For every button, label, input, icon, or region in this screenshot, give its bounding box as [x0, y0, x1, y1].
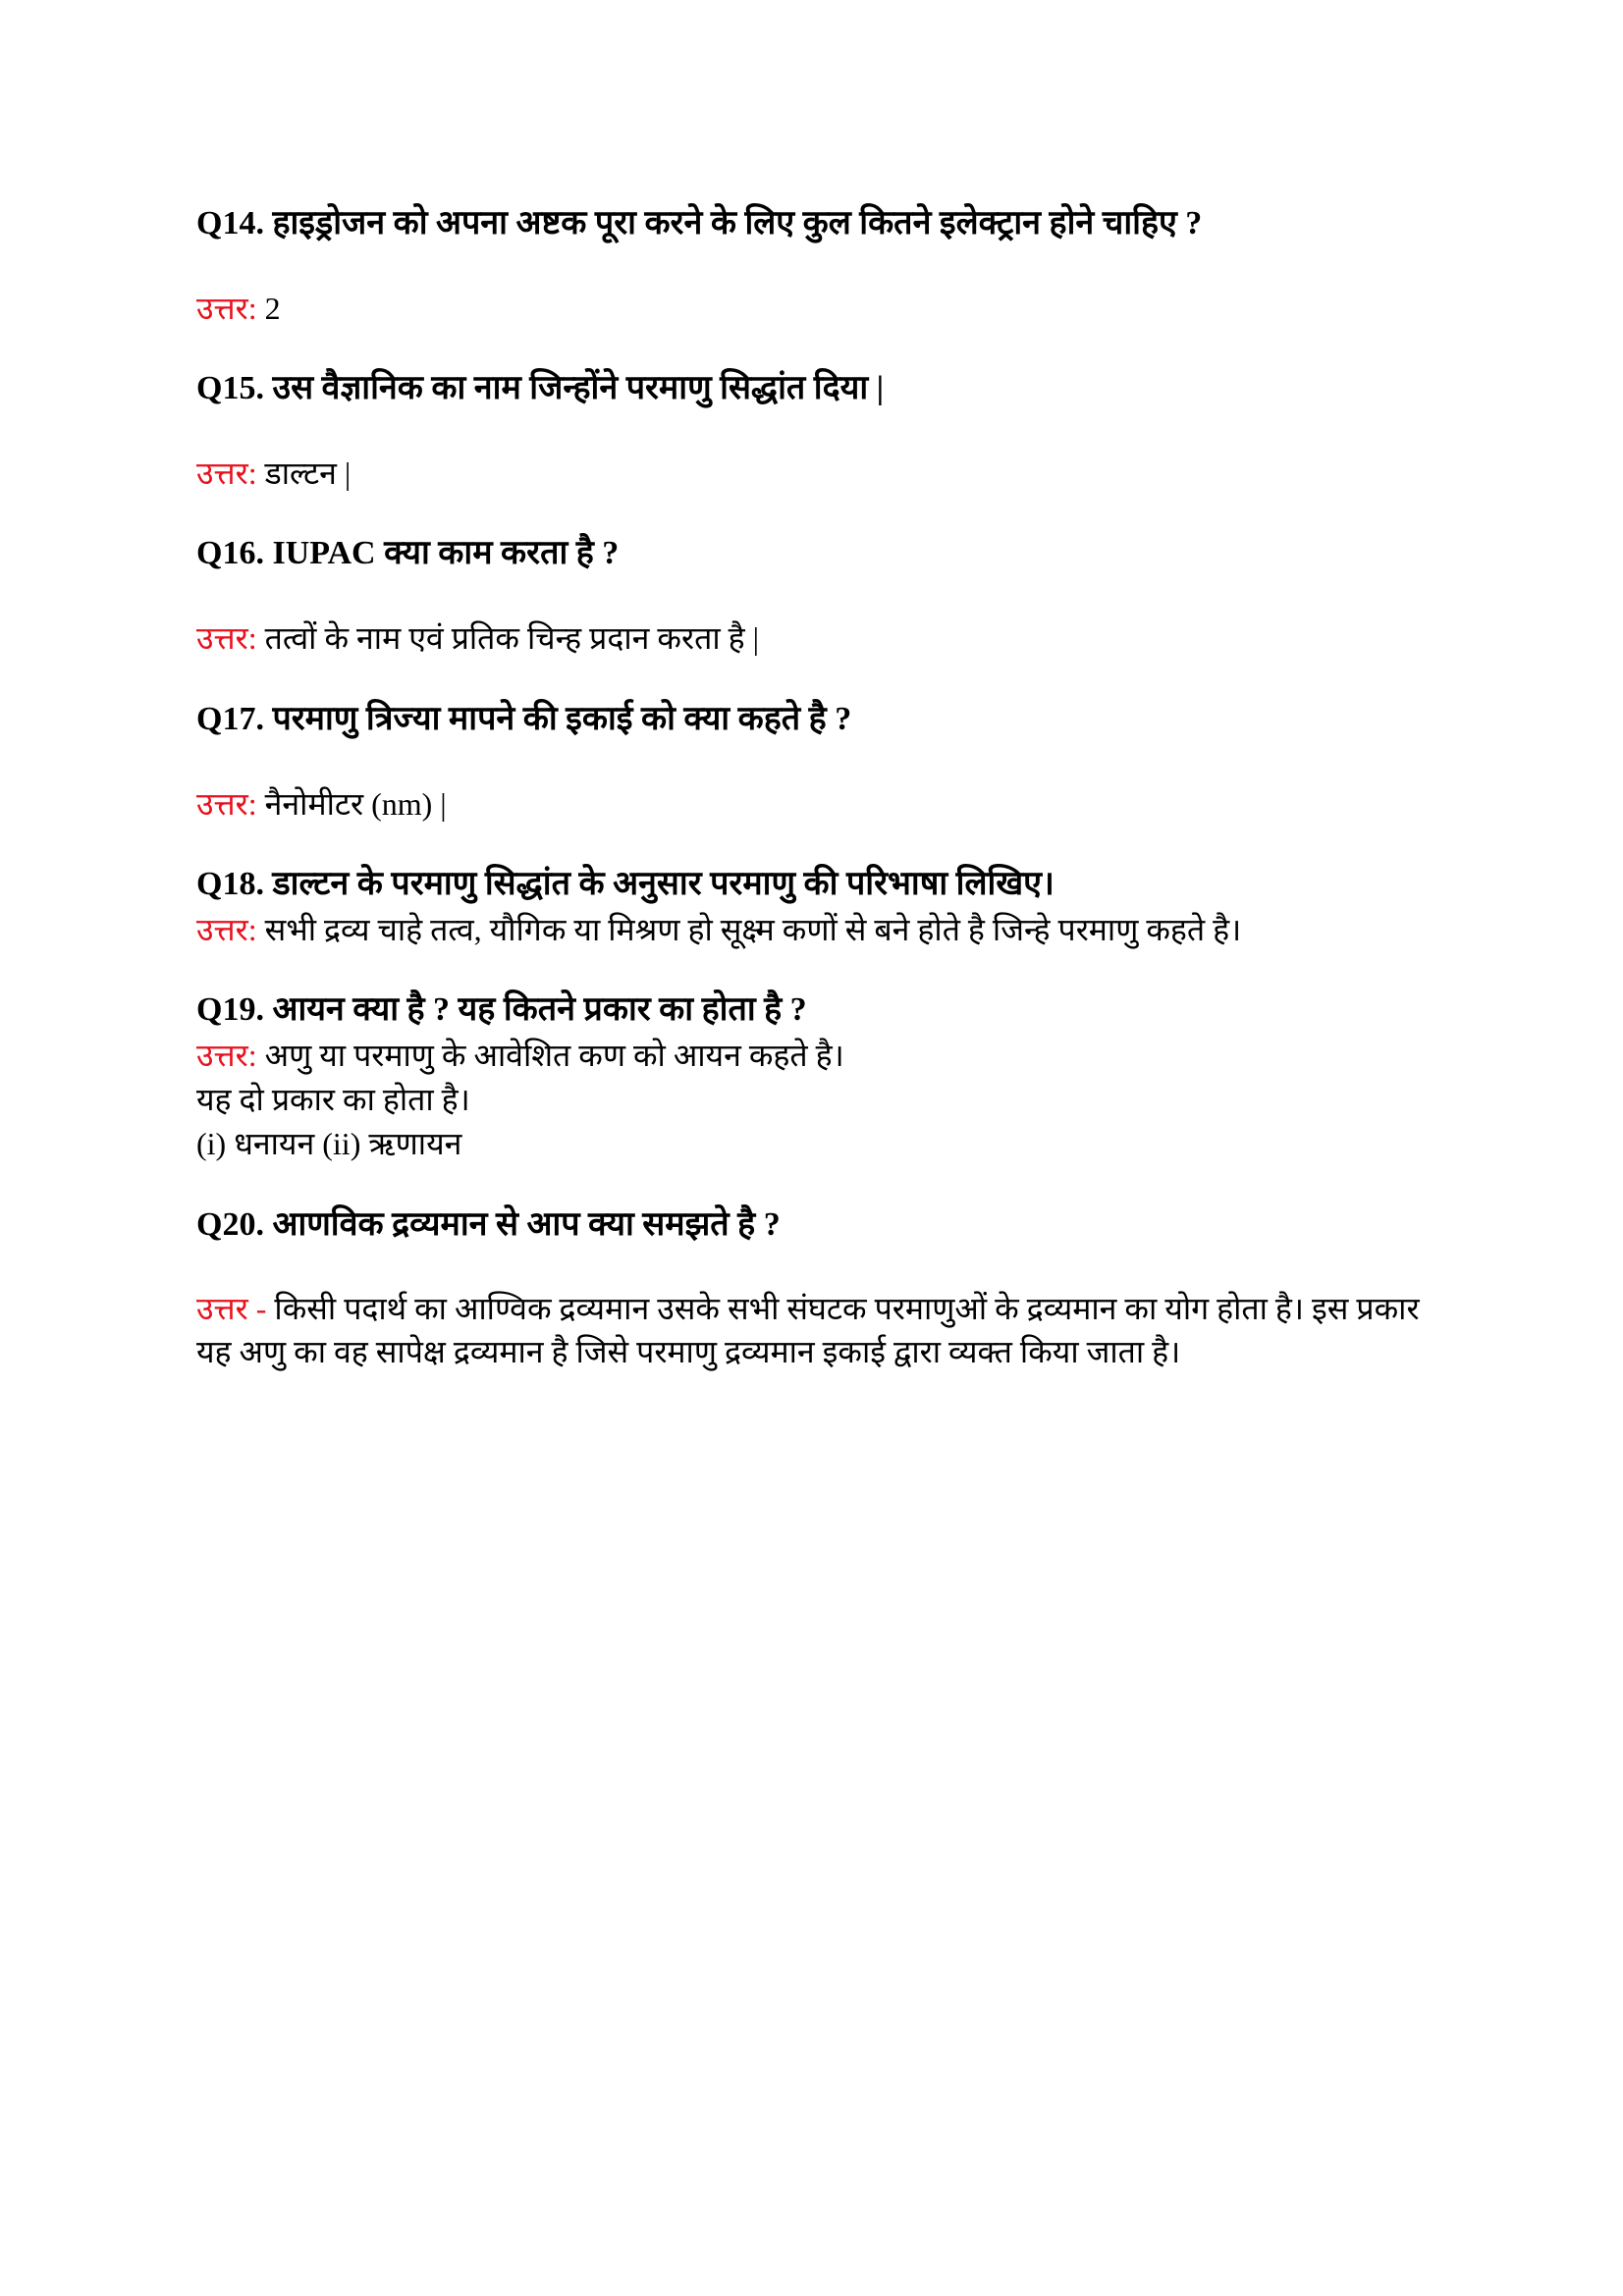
answer-label: उत्तर - — [196, 1291, 267, 1326]
answer-15 — [196, 452, 351, 495]
answer-18 — [196, 908, 1241, 951]
answer-19-line-2: यह दो प्रकार का होता है। — [196, 1082, 470, 1117]
answer-20 — [196, 1287, 1434, 1373]
answer-17 — [196, 782, 447, 826]
question-20: Q20. आणविक द्रव्यमान से आप क्या समझते है ? — [196, 1206, 781, 1243]
answer-text: तत्वों के नाम एवं प्रतिक चिन्ह प्रदान करता है | — [264, 620, 760, 656]
answer-label: उत्तर: — [196, 620, 257, 656]
answer-19 — [196, 1034, 844, 1077]
question-17: Q17. परमाणु त्रिज्या मापने की इकाई को क्या कहते है ? — [196, 701, 852, 737]
question-15: Q15. उस वैज्ञानिक का नाम जिन्होंने परमाणु सिद्धांत दिया | — [196, 370, 885, 406]
answer-text: डाल्टन | — [264, 455, 352, 491]
answer-label: उत्तर: — [196, 291, 257, 326]
question-14: Q14. हाइड्रोजन को अपना अष्टक पूरा करने के लिए कुल कितने इलेक्ट्रान होने चाहिए ? — [196, 205, 1203, 241]
answer-label: उत्तर: — [196, 1038, 257, 1073]
answer-label: उत्तर: — [196, 455, 257, 491]
answer-19-line-3: (i) धनायन (ii) ऋणायन — [196, 1126, 462, 1161]
answer-label: उत्तर: — [196, 786, 257, 822]
answer-14 — [196, 287, 281, 330]
answer-label: उत्तर: — [196, 912, 257, 947]
answer-text: 2 — [264, 291, 281, 326]
answer-text: सभी द्रव्य चाहे तत्व, यौगिक या मिश्रण हो सूक्ष्म कणों से बने होते है जिन्हे परमाणु कहते है। — [264, 912, 1242, 947]
question-19: Q19. आयन क्या है ? यह कितने प्रकार का होता है ? — [196, 991, 807, 1028]
answer-text: नैनोमीटर (nm) | — [264, 786, 447, 822]
answer-text: अणु या परमाणु के आवेशित कण को आयन कहते है। — [264, 1038, 844, 1073]
answer-16 — [196, 616, 759, 660]
question-18: Q18. डाल्टन के परमाणु सिद्धांत के अनुसार परमाणु की परिभाषा लिखिए। — [196, 866, 1055, 902]
answer-text: किसी पदार्थ का आण्विक द्रव्यमान उसके सभी संघटक परमाणुओं के द्रव्यमान का योग होता है। इस प्रकार यह अणु का वह सापेक्ष द्रव्यमान है जिसे परमाणु द्रव्यमान इकाई द्वारा व्यक्त किया जाता है। — [196, 1291, 1420, 1369]
question-16: Q16. IUPAC क्या काम करता है ? — [196, 535, 620, 571]
